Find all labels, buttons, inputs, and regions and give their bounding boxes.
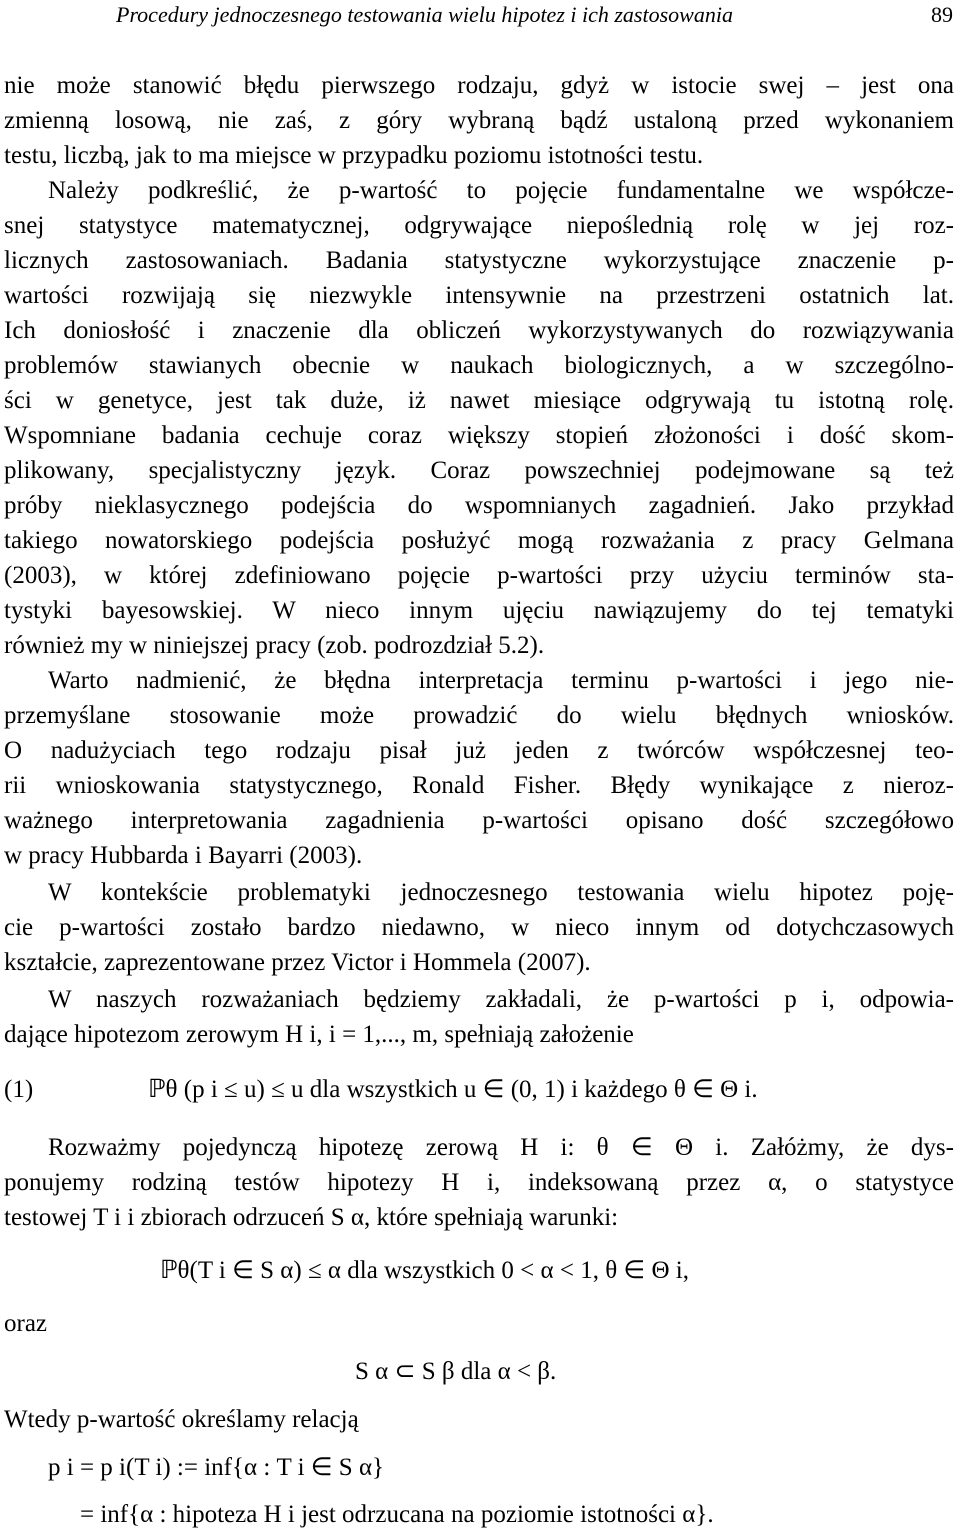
text-line: Wspomniane badania cechuje coraz większy stopień złożoności i dość skom- bbox=[4, 422, 954, 449]
equation-4a: p i = p i(T i) := inf{α : T i ∈ S α} bbox=[48, 1454, 385, 1481]
text-line: takiego nowatorskiego podejścia posłużyć mogą rozważania z pracy Gelmana bbox=[4, 527, 954, 554]
text-line: W naszych rozważaniach będziemy zakładali, że p-wartości p i, odpowia- bbox=[48, 986, 954, 1013]
text-line: plikowany, specjalistyczny język. Coraz powszechniej podejmowane są też bbox=[4, 457, 954, 484]
text-line: zmienną losową, nie zaś, z góry wybraną bądź ustaloną przed wykonaniem bbox=[4, 107, 954, 134]
text-line: licznych zastosowaniach. Badania statystyczne wykorzystujące znaczenie p- bbox=[4, 247, 954, 274]
text-line: próby nieklasycznego podejścia do wspomnianych zagadnień. Jako przykład bbox=[4, 492, 954, 519]
text-line: testowej T i i zbiorach odrzuceń S α, które spełniają warunki: bbox=[4, 1204, 619, 1231]
text-line: snej statystyce matematycznej, odgrywające niepoślednią rolę w jej roz- bbox=[4, 212, 954, 239]
text-line: W kontekście problematyki jednoczesnego testowania wielu hipotez poję- bbox=[48, 879, 954, 906]
text-line: cie p-wartości zostało bardzo niedawno, w nieco innym od dotychczasowych bbox=[4, 914, 954, 941]
text-line: ważnego interpretowania zagadnienia p-wartości opisano dość szczegółowo bbox=[4, 807, 954, 834]
text-line: ści w genetyce, jest tak duże, iż nawet miesiące odgrywają tu istotną rolę. bbox=[4, 387, 954, 414]
running-title: Procedury jednoczesnego testowania wielu hipotez i ich zastosowania bbox=[116, 2, 733, 27]
text-line: (2003), w której zdefiniowano pojęcie p-wartości przy użyciu terminów sta- bbox=[4, 562, 954, 589]
equation-1: ℙθ (p i ≤ u) ≤ u dla wszystkich u ∈ (0, 1) i każdego θ ∈ Θ i. bbox=[148, 1076, 758, 1103]
text-line: O nadużyciach tego rodzaju pisał już jeden z twórców współczesnej teo- bbox=[4, 737, 954, 764]
text-line: testu, liczbą, jak to ma miejsce w przypadku poziomu istotności testu. bbox=[4, 142, 704, 169]
page-number: 89 bbox=[931, 2, 953, 27]
text-line: w pracy Hubbarda i Bayarri (2003). bbox=[4, 842, 363, 869]
text-line: problemów stawianych obecnie w naukach biologicznych, a w szczególno- bbox=[4, 352, 954, 379]
equation-3: S α ⊂ S β dla α < β. bbox=[355, 1358, 557, 1385]
text-line: Ich doniosłość i znaczenie dla obliczeń wykorzystywanych do rozwiązywania bbox=[4, 317, 954, 344]
text-line: dające hipotezom zerowym H i, i = 1,..., m, spełniają założenie bbox=[4, 1021, 634, 1048]
text-line: Warto nadmienić, że błędna interpretacja terminu p-wartości i jego nie- bbox=[48, 667, 954, 694]
text-line: również my w niniejszej pracy (zob. podrozdział 5.2). bbox=[4, 632, 545, 659]
text-line: ponujemy rodziną testów hipotezy H i, indeksowaną przez α, o statystyce bbox=[4, 1169, 954, 1196]
text-line: Rozważmy pojedynczą hipotezę zerową H i: θ ∈ Θ i. Załóżmy, że dys- bbox=[48, 1134, 954, 1161]
text-line: tystyki bayesowskiej. W nieco innym ujęciu nawiązujemy do tej tematyki bbox=[4, 597, 954, 624]
text-line: rii wnioskowania statystycznego, Ronald Fisher. Błędy wynikające z nieroz- bbox=[4, 772, 954, 799]
equation-4b: = inf{α : hipoteza H i jest odrzucana na poziomie istotności α}. bbox=[80, 1501, 714, 1528]
running-header bbox=[116, 0, 960, 30]
text-line: wartości rozwijają się niezwykle intensywnie na przestrzeni ostatnich lat. bbox=[4, 282, 954, 309]
equation-2: ℙθ(T i ∈ S α) ≤ α dla wszystkich 0 < α < 1, θ ∈ Θ i, bbox=[160, 1257, 689, 1284]
word-oraz: oraz bbox=[4, 1310, 48, 1337]
text-line: Należy podkreślić, że p-wartość to pojęcie fundamentalne we współcze- bbox=[48, 177, 954, 204]
text-line: nie może stanowić błędu pierwszego rodzaju, gdyż w istocie swej – jest ona bbox=[4, 72, 954, 99]
equation-number: (1) bbox=[4, 1076, 34, 1103]
text-line: kształcie, zaprezentowane przez Victor i Hommela (2007). bbox=[4, 949, 591, 976]
text-line: przemyślane stosowanie może prowadzić do wielu błędnych wniosków. bbox=[4, 702, 954, 729]
text-line: Wtedy p-wartość określamy relacją bbox=[4, 1406, 359, 1433]
